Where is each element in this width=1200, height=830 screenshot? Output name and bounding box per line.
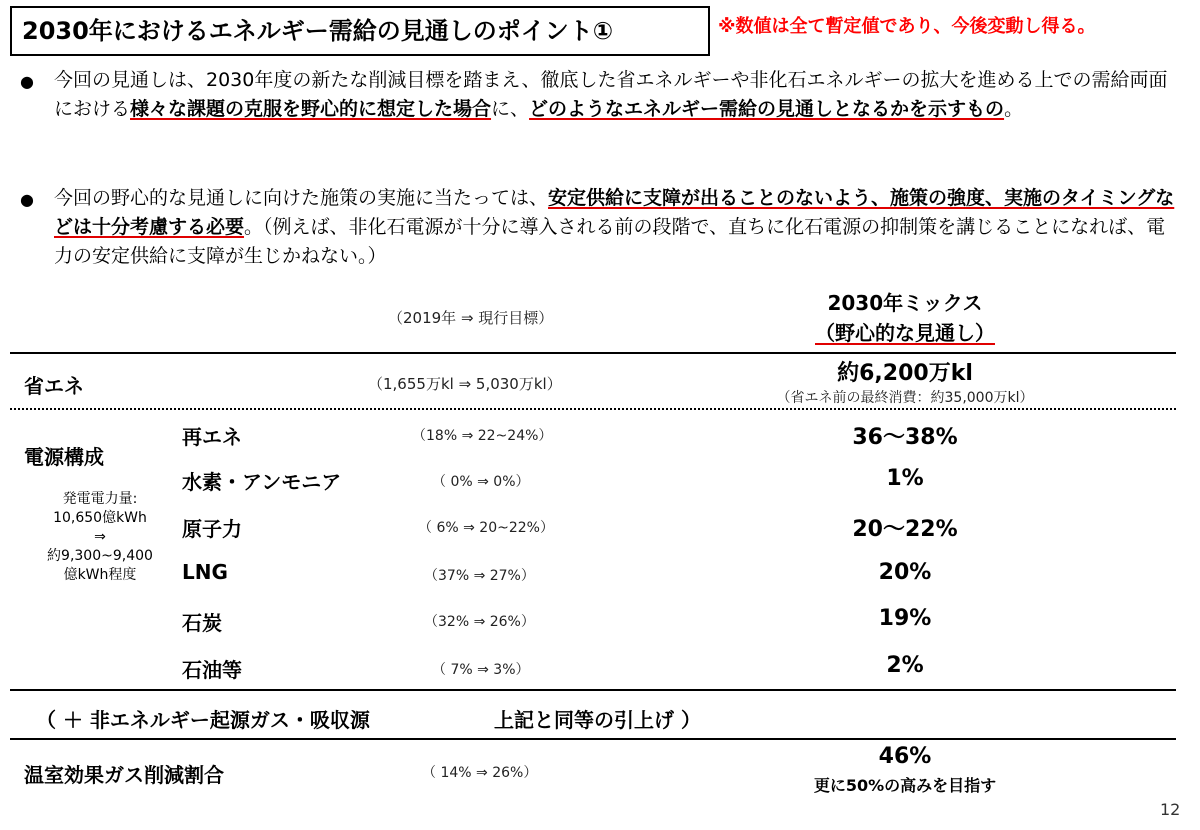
power-source-compare: （ 6% ⇒ 20~22%） <box>418 520 554 536</box>
power-source-name: LNG <box>182 560 228 584</box>
non-energy-value: 上記と同等の引上げ ） <box>494 708 701 732</box>
mix-column-header <box>755 288 1055 348</box>
power-source-compare: （32% ⇒ 26%） <box>424 614 535 630</box>
non-energy-label: （ ＋ 非エネルギー起源ガス・吸収源 <box>36 708 370 732</box>
power-source-value: 2% <box>886 653 924 678</box>
ghg-compare: （ 14% ⇒ 26%） <box>422 765 538 781</box>
generation-volume-note: 発電電力量: 10,650億kWh ⇒ 約9,300~9,400 億kWh程度 <box>47 491 153 583</box>
page-number: 12 <box>1160 800 1181 819</box>
power-source-compare: （37% ⇒ 27%） <box>424 568 535 584</box>
energy-saving-note: （省エネ前の最終消費：約35,000万kl） <box>776 390 1034 406</box>
energy-saving-divider <box>10 408 1176 410</box>
bullet-marker: ● <box>20 190 34 209</box>
power-source-value: 20% <box>878 560 932 585</box>
page-title: 2030年におけるエネルギー需給の見通しのポイント① <box>10 6 710 56</box>
mix-header-line-2: （野心的な見通し） <box>815 321 995 345</box>
power-source-value: 19% <box>878 606 932 631</box>
power-source-compare: （ 0% ⇒ 0%） <box>432 474 530 490</box>
bullet-marker: ● <box>20 72 34 91</box>
power-source-name: 再エネ <box>182 425 242 449</box>
power-source-name: 石炭 <box>182 611 222 635</box>
power-source-compare: （18% ⇒ 22~24%） <box>412 428 553 444</box>
power-source-value: 36～38% <box>852 425 958 450</box>
power-mix-label: 電源構成 <box>24 445 104 469</box>
power-source-name: 石油等 <box>182 658 242 682</box>
power-source-name: 水素・アンモニア <box>182 470 342 494</box>
power-source-name: 原子力 <box>182 517 242 541</box>
table-top-rule <box>10 352 1176 354</box>
compare-column-header: （2019年 ⇒ 現行目標） <box>388 309 554 327</box>
power-source-compare: （ 7% ⇒ 3%） <box>432 662 530 678</box>
ghg-note: 更に50%の高みを目指す <box>813 776 997 795</box>
bullet-paragraph-2: 今回の野心的な見通しに向けた施策の実施に当たっては、安定供給に支障が出ることのないよう、施策の強度、実施のタイミングなどは十分考慮する必要。（例えば、非化石電源が十分に導入される前の段階で、直ちに化石電源の抑制策を講じることになれば、電力の安定供給に支障が生じかねない。） <box>54 187 1175 267</box>
power-source-value: 1% <box>886 466 924 491</box>
bullet-paragraph-1: 今回の見通しは、2030年度の新たな削減目標を踏まえ、徹底した省エネルギーや非化石エネルギーの拡大を進める上での需給両面における様々な課題の克服を野心的に想定した場合に、どのようなエネルギー需給の見通しとなるかを示すもの。 <box>54 69 1168 120</box>
power-mix-bottom-rule <box>10 689 1176 691</box>
ghg-label: 温室効果ガス削減割合 <box>24 763 224 787</box>
provisional-notice: ※数値は全て暫定値であり、今後変動し得る。 <box>718 16 1096 37</box>
energy-saving-label: 省エネ <box>24 374 84 398</box>
ghg-value: 46% <box>878 744 932 769</box>
energy-saving-compare: （1,655万kl ⇒ 5,030万kl） <box>368 375 562 393</box>
energy-saving-value: 約6,200万kl <box>837 361 973 386</box>
power-source-value: 20～22% <box>852 517 958 542</box>
ghg-top-rule <box>10 738 1176 740</box>
mix-header-line-1: 2030年ミックス <box>827 291 983 315</box>
